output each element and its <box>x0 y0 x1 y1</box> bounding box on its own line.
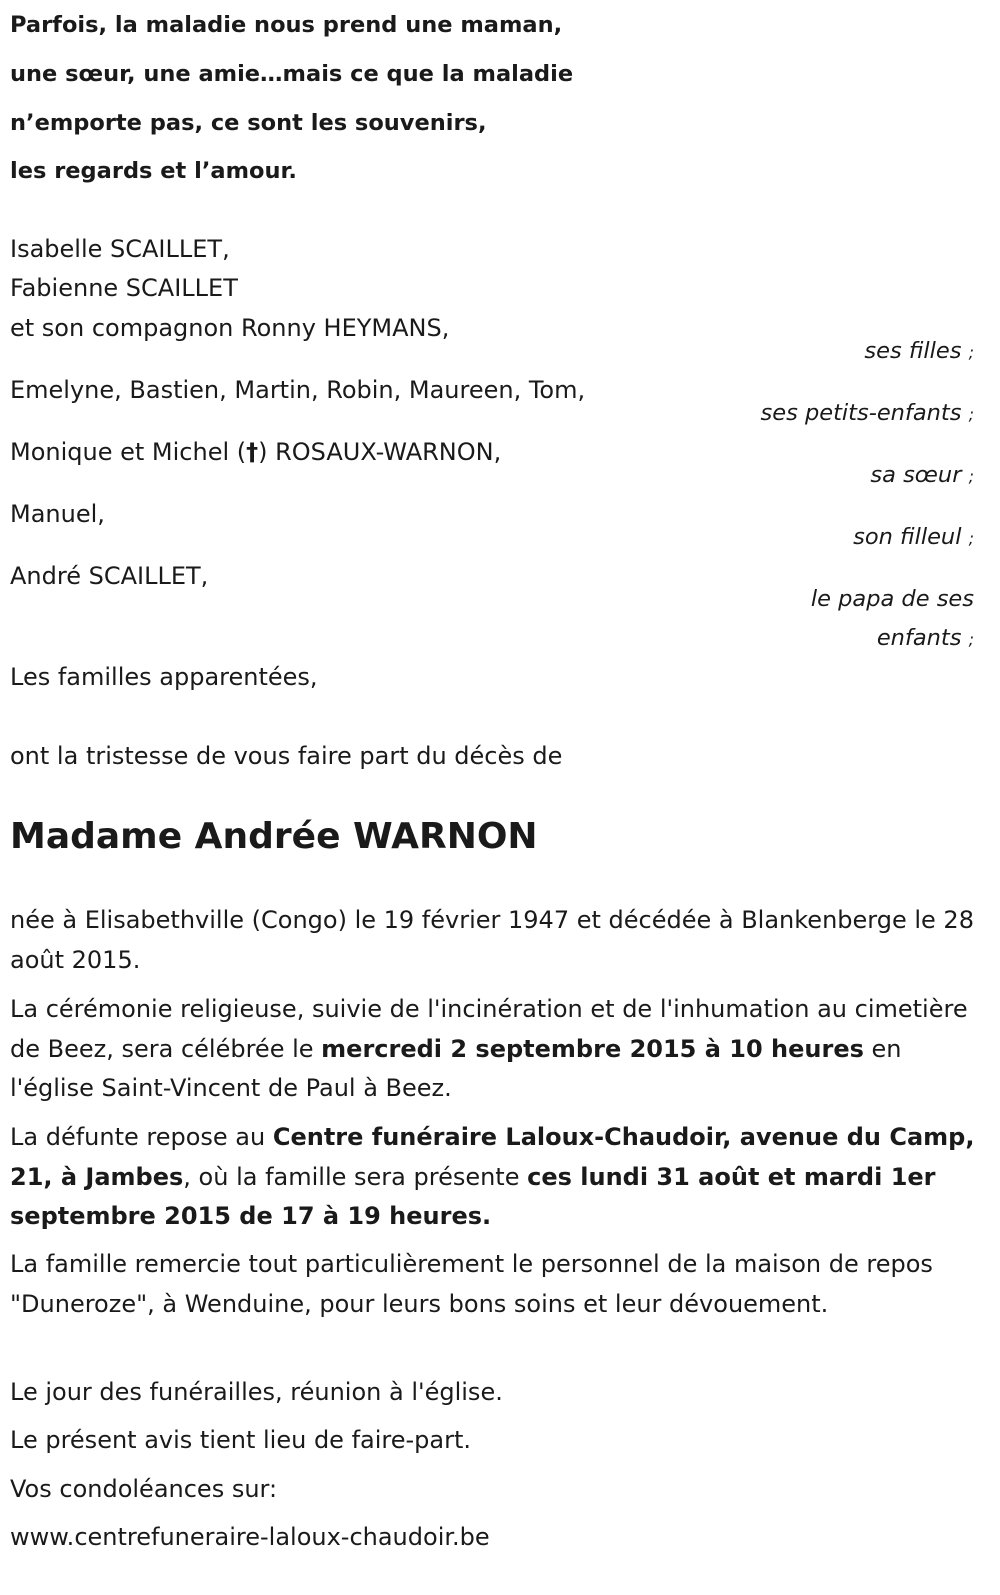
funeral-day-paragraph: Le jour des funérailles, réunion à l'église. <box>10 1378 503 1406</box>
godson-name: Manuel, <box>10 500 105 528</box>
relation-sister: sa sœur ; <box>870 462 974 488</box>
related-families: Les familles apparentées, <box>10 663 318 691</box>
condolences-label: Vos condoléances sur: <box>10 1475 278 1503</box>
quote-line-4: les regards et l’amour. <box>10 158 297 184</box>
ceremony-paragraph: La cérémonie religieuse, suivie de l'incinération et de l'inhumation au cimetière de Beez, sera célébrée le mercredi 2 septembre 2015 à 10 heures en l'église Saint-Vincent de Paul à Beez. <box>10 995 968 1102</box>
relation-daughters: ses filles ; <box>864 338 974 364</box>
relation-ex-husband-line-2: enfants ; <box>876 625 974 651</box>
relation-grandchildren: ses petits-enfants ; <box>760 400 974 426</box>
thanks-paragraph: La famille remercie tout particulièrement le personnel de la maison de repos "Duneroze", à Wenduine, pour leurs bons soins et leur dévouement. <box>10 1250 933 1318</box>
ex-husband-name: André SCAILLET, <box>10 562 209 590</box>
sister-names: Monique et Michel (†) ROSAUX-WARNON, <box>10 438 502 466</box>
quote-line-2: une sœur, une amie…mais ce que la maladie <box>10 61 574 87</box>
announcement: ont la tristesse de vous faire part du décès de <box>10 742 563 770</box>
rest-paragraph: La défunte repose au Centre funéraire Laloux-Chaudoir, avenue du Camp, 21, à Jambes, où la famille sera présente ces lundi 31 août et mardi 1er septembre 2015 de 17 à 19 heures. <box>10 1123 975 1230</box>
grandchildren-names: Emelyne, Bastien, Martin, Robin, Maureen, Tom, <box>10 376 586 404</box>
cross-icon: † <box>246 438 259 466</box>
relation-ex-husband-line-1: le papa de ses <box>810 586 974 612</box>
quote-line-3: n’emporte pas, ce sont les souvenirs, <box>10 110 487 136</box>
website-link[interactable]: www.centrefuneraire-laloux-chaudoir.be <box>10 1523 490 1551</box>
daughters-line-1: Isabelle SCAILLET, <box>10 235 230 263</box>
relation-godson: son filleul ; <box>853 524 974 550</box>
daughters-line-2: Fabienne SCAILLET <box>10 274 238 302</box>
notice-paragraph: Le présent avis tient lieu de faire-part. <box>10 1426 472 1454</box>
daughters-line-3: et son compagnon Ronny HEYMANS, <box>10 314 450 342</box>
deceased-name: Madame Andrée WARNON <box>10 816 538 857</box>
quote-line-1: Parfois, la maladie nous prend une maman, <box>10 12 563 38</box>
birth-death-paragraph: née à Elisabethville (Congo) le 19 février 1947 et décédée à Blankenberge le 28 août 2015. <box>10 906 974 974</box>
